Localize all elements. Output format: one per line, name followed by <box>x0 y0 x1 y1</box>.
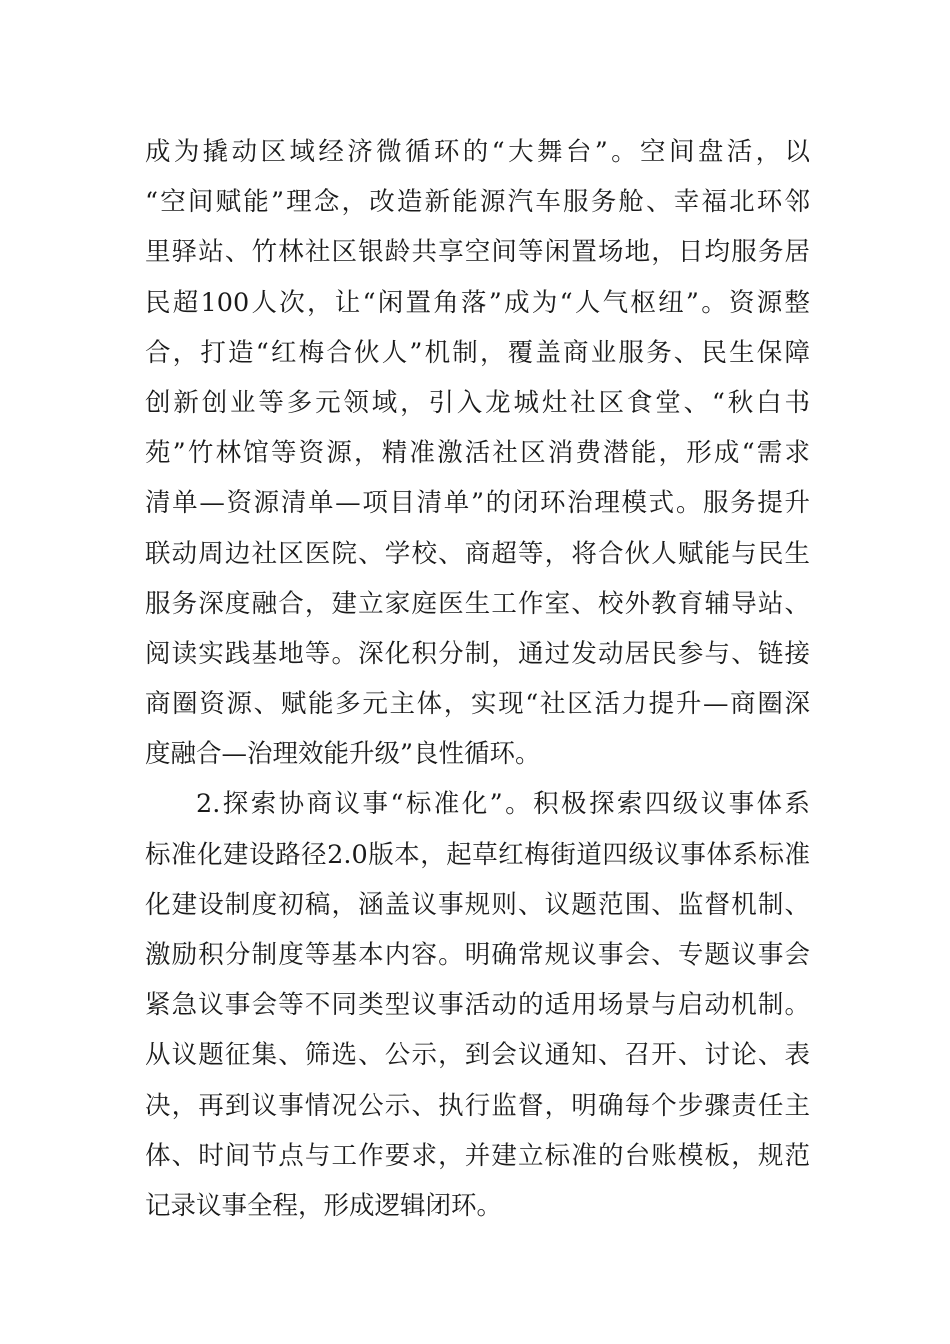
text-line: “空间赋能”理念，改造新能源汽车服务舱、幸福北环邻 <box>145 187 810 218</box>
text-line: 紧急议事会等不同类型议事活动的适用场景与启动机制。 <box>145 990 810 1021</box>
text-line: 联动周边社区医院、学校、商超等，将合伙人赋能与民生 <box>145 538 810 569</box>
text-line: 标准化建设路径2.0版本，起草红梅街道四级议事体系标准 <box>145 839 810 870</box>
text-line: 度融合—治理效能升级”良性循环。 <box>145 739 541 770</box>
document-body <box>145 127 810 1231</box>
text-line: 激励积分制度等基本内容。明确常规议事会、专题议事会 <box>145 940 810 970</box>
text-line: 体、时间节点与工作要求，并建立标准的台账模板，规范 <box>145 1140 810 1171</box>
paragraph-community-resources <box>145 127 810 779</box>
text-line: 记录议事全程，形成逻辑闭环。 <box>145 1190 503 1221</box>
text-line: 民超100人次，让“闲置角落”成为“人气枢纽”。资源整 <box>145 287 810 318</box>
text-line: 清单—资源清单—项目清单”的闭环治理模式。服务提升 <box>145 488 810 519</box>
text-line: 从议题征集、筛选、公示，到会议通知、召开、讨论、表 <box>145 1040 810 1071</box>
text-line: 化建设制度初稿，涵盖议事规则、议题范围、监督机制、 <box>145 889 810 920</box>
text-line: 创新创业等多元领域，引入龙城灶社区食堂、“秋白书 <box>145 387 810 418</box>
paragraph-heading-line: 2.探索协商议事“标准化”。积极探索四级议事体系 <box>196 789 810 820</box>
text-line: 成为撬动区域经济微循环的“大舞台”。空间盘活，以 <box>145 137 810 167</box>
text-line: 服务深度融合，建立家庭医生工作室、校外教育辅导站、 <box>145 588 810 619</box>
text-line: 商圈资源、赋能多元主体，实现“社区活力提升—商圈深 <box>145 689 810 720</box>
text-line: 里驿站、竹林社区银龄共享空间等闲置场地，日均服务居 <box>145 237 810 268</box>
text-line: 苑”竹林馆等资源，精准激活社区消费潜能，形成“需求 <box>145 438 810 469</box>
text-line: 决，再到议事情况公示、执行监督，明确每个步骤责任主 <box>145 1090 810 1121</box>
paragraph-deliberation-standardization <box>145 779 810 1231</box>
text-line: 阅读实践基地等。深化积分制，通过发动居民参与、链接 <box>145 638 810 669</box>
text-line: 合，打造“红梅合伙人”机制，覆盖商业服务、民生保障 <box>145 337 810 368</box>
